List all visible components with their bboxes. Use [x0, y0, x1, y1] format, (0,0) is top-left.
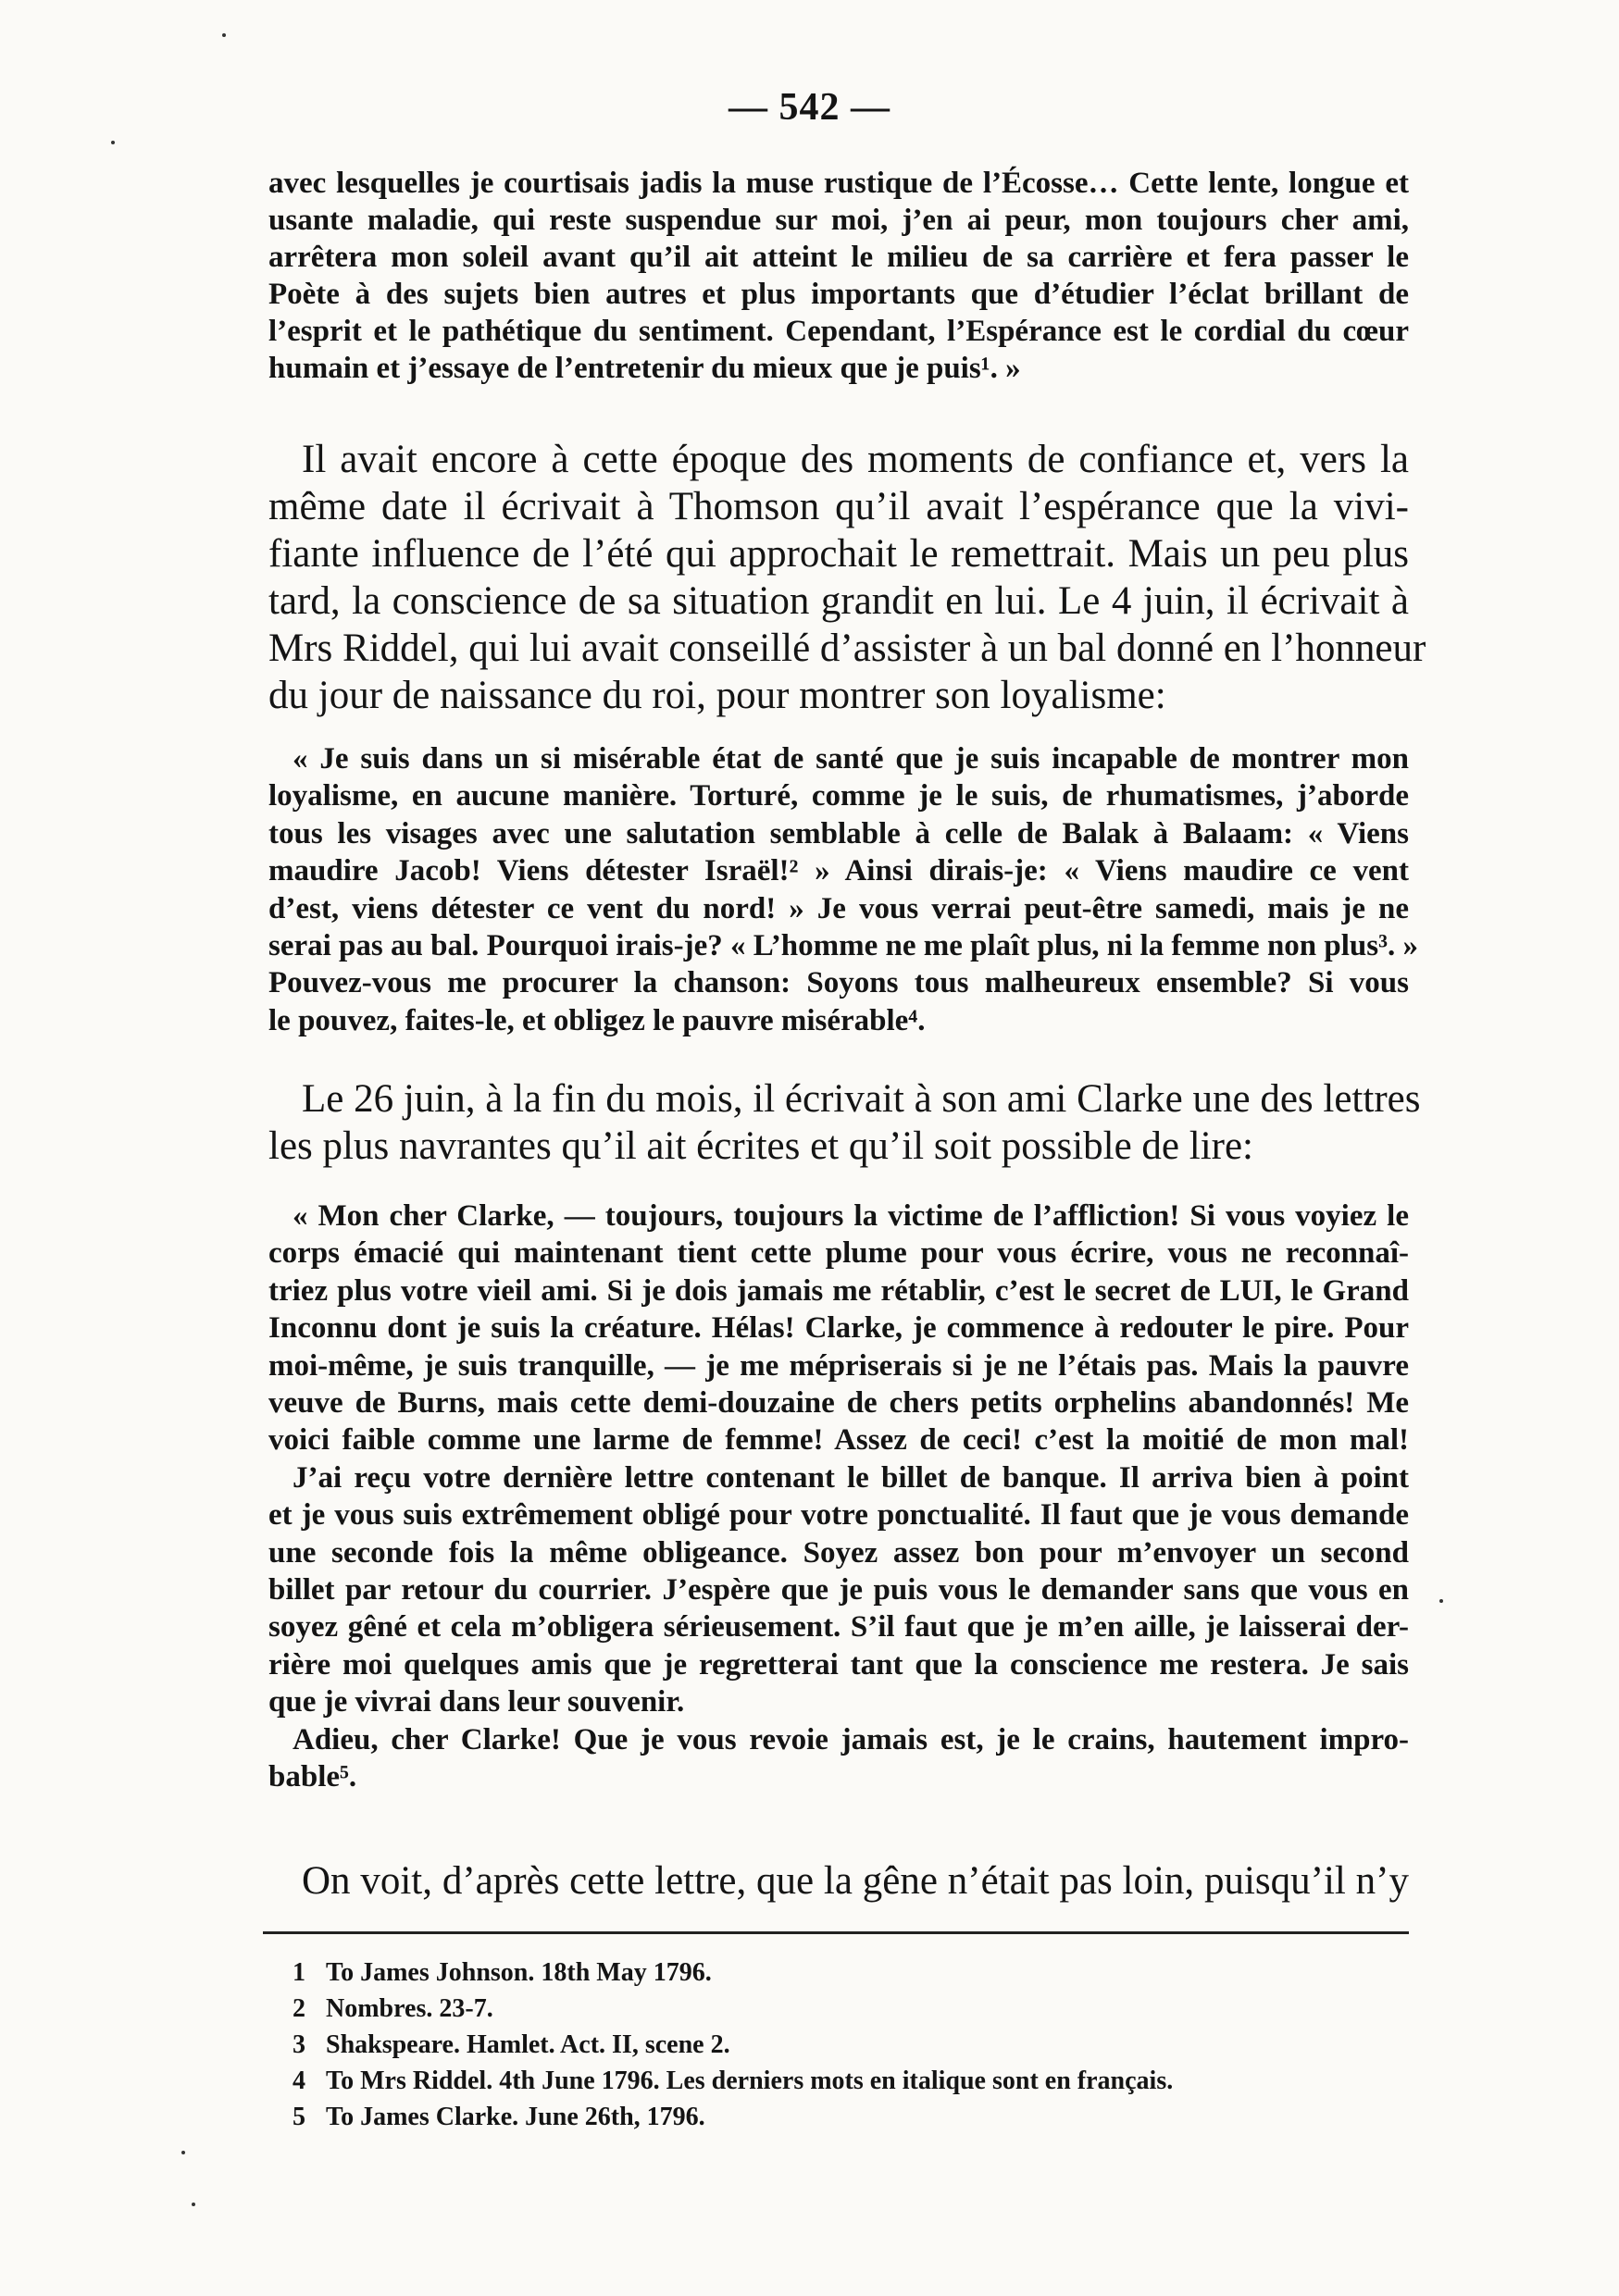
text-line: Il avait encore à cette époque des moments de confiance et, vers la [302, 438, 1409, 481]
text-line: rière moi quelques amis que je regretterai tant que la conscience me restera. Je sais [268, 1647, 1409, 1682]
footnote-text: To James Clarke. June 26th, 1796. [326, 2103, 705, 2131]
text-line: tous les visages avec une salutation semblable à celle de Balak à Balaam: « Viens [268, 816, 1409, 850]
text-line: « Je suis dans un si misérable état de santé que je suis incapable de montrer mon [293, 742, 1409, 776]
text-line: fiante influence de l’été qui approchait le remettrait. Mais un peu plus [268, 532, 1409, 576]
text-line: Adieu, cher Clarke! Que je vous revoie jamais est, je le crains, hautement impro- [293, 1722, 1409, 1756]
text-line: billet par retour du courrier. J’espère que je puis vous le demander sans que vous en [268, 1573, 1409, 1607]
footnote [293, 2063, 1357, 2099]
top-paragraph [268, 165, 1409, 387]
text-line: l’esprit et le pathétique du sentiment. Cependant, l’Espérance est le cordial du cœur [268, 315, 1409, 348]
scan-speck [181, 2151, 185, 2154]
scan-speck [111, 141, 115, 144]
text-line: Le 26 juin, à la fin du mois, il écrivait à son ami Clarke une des lettres [302, 1077, 1421, 1121]
paragraph-3 [268, 1075, 1421, 1170]
text-line: le pouvez, faites-le, et obligez le pauvre misérable⁴. [268, 1003, 926, 1037]
scan-speck [192, 2203, 195, 2206]
text-line: Pouvez-vous me procurer la chanson: Soyons tous malheureux ensemble? Si vous [268, 966, 1409, 1000]
text-line: Mrs Riddel, qui lui avait conseillé d’assister à un bal donné en l’honneur [268, 627, 1426, 670]
footnote-number: 3 [293, 2030, 305, 2059]
paragraph-4 [268, 1857, 1409, 1905]
text-line: même date il écrivait à Thomson qu’il avait l’espérance que la vivi- [268, 485, 1409, 528]
footnote [293, 1955, 1357, 1991]
text-line: Poète à des sujets bien autres et plus importants que d’étudier l’éclat brillant de [268, 278, 1409, 311]
text-line: moi-même, je suis tranquille, — je me mépriserais si je ne l’étais pas. Mais la pauvre [268, 1348, 1409, 1383]
text-line: loyalisme, en aucune manière. Torturé, comme je le suis, de rhumatismes, j’aborde [268, 779, 1409, 813]
paragraph-2 [268, 436, 1426, 719]
text-line: J’ai reçu votre dernière lettre contenant le billet de banque. Il arriva bien à point [293, 1460, 1409, 1495]
text-line: On voit, d’après cette lettre, que la gêne n’était pas loin, puisqu’il n’y [302, 1859, 1409, 1903]
text-line: une seconde fois la même obligeance. Soyez assez bon pour m’envoyer un second [268, 1535, 1409, 1570]
footnote [293, 2027, 1357, 2063]
text-line: Inconnu dont je suis la créature. Hélas! Clarke, je commence à redouter le pire. Pour [268, 1311, 1409, 1346]
text-line: soyez gêné et cela m’obligera sérieusement. S’il faut que je m’en aille, je laisserai der- [268, 1610, 1409, 1644]
quote-1 [268, 740, 1419, 1039]
text-line: tard, la conscience de sa situation grandit en lui. Le 4 juin, il écrivait à [268, 579, 1409, 623]
footnote-number: 4 [293, 2066, 305, 2095]
text-line: « Mon cher Clarke, — toujours, toujours la victime de l’affliction! Si vous voyiez le [293, 1199, 1409, 1233]
footnotes [293, 1955, 1357, 2135]
footnote-number: 2 [293, 1994, 305, 2023]
text-line: bable⁵. [268, 1760, 357, 1794]
text-line: du jour de naissance du roi, pour montrer son loyalisme: [268, 674, 1166, 717]
quote-2 [268, 1198, 1409, 1796]
text-line: triez plus votre vieil ami. Si je dois jamais me rétablir, c’est le secret de LUI, le Grand [268, 1273, 1409, 1308]
text-line: que je vivrai dans leur souvenir. [268, 1685, 685, 1719]
scan-speck [222, 33, 226, 37]
footnote [293, 2099, 1357, 2135]
text-line: arrêtera mon soleil avant qu’il ait atteint le milieu de sa carrière et fera passer le [268, 241, 1409, 274]
text-line: usante maladie, qui reste suspendue sur moi, j’en ai peur, mon toujours cher ami, [268, 204, 1409, 237]
page-number: — 542 — [729, 86, 890, 129]
footnote-text: To James Johnson. 18th May 1796. [326, 1958, 712, 1987]
text-line: corps émacié qui maintenant tient cette plume pour vous écrire, vous ne reconnaî- [268, 1236, 1409, 1271]
text-line: avec lesquelles je courtisais jadis la muse rustique de l’Écosse… Cette lente, longue et [268, 167, 1409, 200]
footnote-text: Shakspeare. Hamlet. Act. II, scene 2. [326, 2030, 730, 2059]
text-line: les plus navrantes qu’il ait écrites et qu’il soit possible de lire: [268, 1124, 1253, 1168]
text-line: et je vous suis extrêmement obligé pour votre ponctualité. Il faut que je vous demande [268, 1498, 1409, 1533]
footnote-rule [263, 1931, 1409, 1934]
footnote [293, 1991, 1357, 2027]
text-line: voici faible comme une larme de femme! Assez de ceci! c’est la moitié de mon mal! [268, 1423, 1409, 1458]
text-line: veuve de Burns, mais cette demi-douzaine de chers petits orphelins abandonnés! Me [268, 1386, 1409, 1421]
text-line: maudire Jacob! Viens détester Israël!² » Ainsi dirais-je: « Viens maudire ce vent [268, 854, 1409, 888]
text-line: humain et j’essaye de l’entretenir du mieux que je puis¹. » [268, 352, 1021, 385]
footnote-number: 5 [293, 2103, 305, 2131]
footnote-number: 1 [293, 1958, 305, 1987]
footnote-text: To Mrs Riddel. 4th June 1796. Les derniers mots en italique sont en français. [326, 2066, 1174, 2095]
footnote-text: Nombres. 23-7. [326, 1994, 493, 2023]
scan-speck [1439, 1599, 1443, 1603]
text-line: d’est, viens détester ce vent du nord! » Je vous verrai peut-être samedi, mais je ne [268, 891, 1409, 925]
text-line: serai pas au bal. Pourquoi irais-je? « L’homme ne me plaît plus, ni la femme non plus³. » [268, 929, 1419, 963]
